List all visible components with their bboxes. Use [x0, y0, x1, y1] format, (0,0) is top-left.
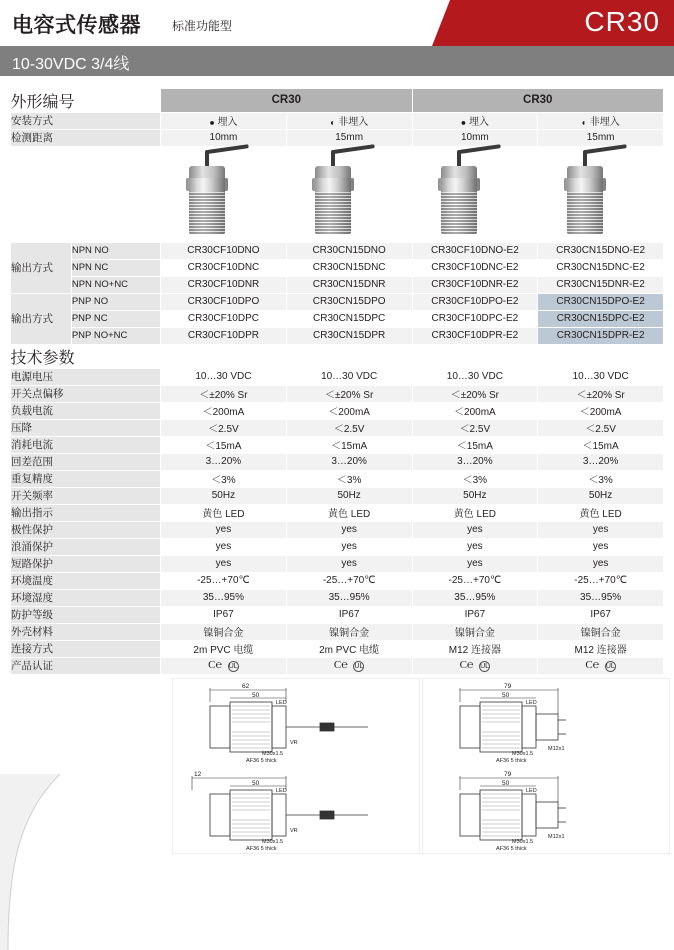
led-label-bottom-c: LED	[526, 787, 537, 794]
dim-connector-total: 79	[504, 682, 512, 690]
table-row	[11, 555, 664, 572]
table-row	[11, 538, 664, 555]
npn-value-0-2: CR30CF10DNO-E2	[412, 242, 538, 259]
spec-15-1: 镍铜合金	[286, 623, 412, 640]
spec-3-2: ＜2.5V	[412, 419, 538, 436]
spec-11-2: yes	[412, 555, 538, 572]
npn-value-2-2: CR30CF10DNR-E2	[412, 276, 538, 293]
spec-label-11: 短路保护	[11, 555, 161, 572]
voltage-band: 10-30VDC 3/4线	[0, 46, 674, 76]
spec-label-5: 回差范围	[11, 453, 161, 470]
table-row	[11, 657, 664, 674]
dim-connector-total-2: 79	[504, 770, 512, 778]
table-row	[11, 487, 664, 504]
pnp-value-1-1: CR30CN15DPC	[286, 310, 412, 327]
spec-label-12: 环境温度	[11, 572, 161, 589]
dim-front-offset: 12	[194, 770, 202, 778]
table-row	[11, 521, 664, 538]
spec-6-0: ＜3%	[161, 470, 287, 487]
spec-label-7: 开关频率	[11, 487, 161, 504]
spec-1-1: ＜±20% Sr	[286, 385, 412, 402]
distance-value-4: 15mm	[538, 129, 664, 146]
ce-mark-icon: C℮	[333, 659, 348, 671]
table-row	[11, 242, 664, 259]
spec-6-2: ＜3%	[412, 470, 538, 487]
sensor-photo-2	[286, 146, 412, 242]
table-row	[11, 572, 664, 589]
spec-6-1: ＜3%	[286, 470, 412, 487]
distance-value-2: 15mm	[286, 129, 412, 146]
ce-mark-icon: C℮	[208, 659, 223, 671]
spec-1-3: ＜±20% Sr	[538, 385, 664, 402]
table-row	[11, 453, 664, 470]
pnp-value-2-0: CR30CF10DPR	[161, 327, 287, 344]
led-label-top-c: LED	[526, 699, 537, 706]
cert-cell-1	[286, 657, 412, 674]
spec-4-0: ＜15mA	[161, 436, 287, 453]
spec-13-2: 35…95%	[412, 589, 538, 606]
spec-9-0: yes	[161, 521, 287, 538]
spec-label-6: 重复精度	[11, 470, 161, 487]
sensor-photo-4	[538, 146, 664, 242]
spec-3-3: ＜2.5V	[538, 419, 664, 436]
vr-label-top: VR	[290, 739, 298, 746]
row-label-mount: 安装方式	[11, 112, 161, 129]
npn-value-2-0: CR30CF10DNR	[161, 276, 287, 293]
ce-mark-icon: C℮	[459, 659, 474, 671]
spec-label-16: 连接方式	[11, 640, 161, 657]
spec-label-0: 电源电压	[11, 368, 161, 385]
ul-mark-icon: UL	[480, 663, 490, 670]
npn-value-1-2: CR30CF10DNC-E2	[412, 259, 538, 276]
spec-2-3: ＜200mA	[538, 402, 664, 419]
table-row	[11, 385, 664, 402]
cert-cell-0	[161, 657, 287, 674]
spec-3-0: ＜2.5V	[161, 419, 287, 436]
pnp-value-0-1: CR30CN15DPO	[286, 293, 412, 310]
mount-value-4: ◐ 非埋入	[538, 112, 664, 129]
page-title: 电容式传感器	[12, 14, 141, 37]
spec-14-2: IP67	[412, 606, 538, 623]
spec-2-2: ＜200mA	[412, 402, 538, 419]
dim-body-length-2: 50	[252, 779, 260, 787]
npn-value-1-0: CR30CF10DNC	[161, 259, 287, 276]
ul-mark-icon: UL	[354, 663, 364, 670]
wrench-label-bottom-c: AF36 5 thick	[496, 845, 527, 852]
pnp-value-2-2: CR30CF10DPR-E2	[412, 327, 538, 344]
table-row	[11, 310, 664, 327]
row-label-output-npn: 输出方式	[11, 242, 72, 293]
table-row	[11, 419, 664, 436]
spec-10-1: yes	[286, 538, 412, 555]
pnp-value-1-0: CR30CF10DPC	[161, 310, 287, 327]
table-row	[11, 129, 664, 146]
wrench-label-top: AF36 5 thick	[246, 757, 277, 764]
spec-4-3: ＜15mA	[538, 436, 664, 453]
spec-table	[10, 88, 664, 675]
npn-value-2-1: CR30CN15DNR	[286, 276, 412, 293]
thread-label-bottom-c: M30x1.5	[512, 838, 534, 845]
mount-value-2: ◐ 非埋入	[286, 112, 412, 129]
half-circle-icon: ◐	[581, 117, 587, 128]
thread-label-top-c: M30x1.5	[512, 750, 534, 757]
spec-13-1: 35…95%	[286, 589, 412, 606]
filled-circle-icon: ●	[209, 117, 215, 128]
spec-10-2: yes	[412, 538, 538, 555]
spec-1-0: ＜±20% Sr	[161, 385, 287, 402]
table-row	[11, 606, 664, 623]
spec-5-0: 3…20%	[161, 453, 287, 470]
spec-0-2: 10…30 VDC	[412, 368, 538, 385]
spec-label-13: 环境湿度	[11, 589, 161, 606]
photo-spacer	[11, 146, 161, 242]
spec-15-3: 镍铜合金	[538, 623, 664, 640]
spec-2-1: ＜200mA	[286, 402, 412, 419]
table-row	[11, 344, 664, 368]
spec-7-2: 50Hz	[412, 487, 538, 504]
table-row	[11, 259, 664, 276]
spec-11-1: yes	[286, 555, 412, 572]
spec-10-0: yes	[161, 538, 287, 555]
spec-label-1: 开关点偏移	[11, 385, 161, 402]
cert-cell-3	[538, 657, 664, 674]
spec-8-3: 黄色 LED	[538, 504, 664, 521]
npn-value-1-1: CR30CN15DNC	[286, 259, 412, 276]
sensor-photo-3	[412, 146, 538, 242]
npn-value-0-0: CR30CF10DNO	[161, 242, 287, 259]
led-label-top: LED	[276, 699, 287, 706]
spec-10-3: yes	[538, 538, 664, 555]
spec-16-1: 2m PVC 电缆	[286, 640, 412, 657]
table-row	[11, 436, 664, 453]
spec-16-2: M12 连接器	[412, 640, 538, 657]
pnp-value-1-3: CR30CN15DPC-E2	[538, 310, 664, 327]
spec-12-0: -25…+70℃	[161, 572, 287, 589]
pnp-value-0-0: CR30CF10DPO	[161, 293, 287, 310]
spec-5-3: 3…20%	[538, 453, 664, 470]
spec-9-2: yes	[412, 521, 538, 538]
spec-7-0: 50Hz	[161, 487, 287, 504]
page-subtitle: 标准功能型	[172, 19, 233, 33]
npn-type-0: NPN NO	[71, 242, 160, 259]
spec-label-17: 产品认证	[11, 657, 161, 674]
table-row	[11, 276, 664, 293]
pnp-value-2-1: CR30CN15DPR	[286, 327, 412, 344]
ul-mark-icon: UL	[605, 663, 615, 670]
spec-label-2: 负载电流	[11, 402, 161, 419]
npn-value-0-3: CR30CN15DNO-E2	[538, 242, 664, 259]
dim-total-length: 62	[242, 682, 250, 690]
dimension-drawings	[0, 678, 674, 854]
thread-label-bottom: M30x1.5	[262, 838, 284, 845]
spec-0-0: 10…30 VDC	[161, 368, 287, 385]
table-row	[11, 623, 664, 640]
spec-4-1: ＜15mA	[286, 436, 412, 453]
spec-9-3: yes	[538, 521, 664, 538]
spec-8-1: 黄色 LED	[286, 504, 412, 521]
dim-body-length: 50	[252, 691, 260, 699]
pnp-value-0-3: CR30CN15DPO-E2	[538, 293, 664, 310]
spec-15-0: 镍铜合金	[161, 623, 287, 640]
spec-11-0: yes	[161, 555, 287, 572]
sensor-photo-1	[161, 146, 287, 242]
spec-7-1: 50Hz	[286, 487, 412, 504]
mount-value-1: ● 埋入	[161, 112, 287, 129]
npn-value-0-1: CR30CN15DNO	[286, 242, 412, 259]
spec-13-3: 35…95%	[538, 589, 664, 606]
distance-value-3: 10mm	[412, 129, 538, 146]
spec-14-3: IP67	[538, 606, 664, 623]
spec-content	[0, 76, 674, 675]
spec-8-2: 黄色 LED	[412, 504, 538, 521]
pnp-type-0: PNP NO	[71, 293, 160, 310]
dim-connector-body: 50	[502, 691, 510, 699]
spec-label-3: 压降	[11, 419, 161, 436]
spec-13-0: 35…95%	[161, 589, 287, 606]
spec-label-9: 极性保护	[11, 521, 161, 538]
spec-12-1: -25…+70℃	[286, 572, 412, 589]
model-name: CR30	[584, 6, 660, 37]
dim-connector-body-2: 50	[502, 779, 510, 787]
npn-value-2-3: CR30CN15DNR-E2	[538, 276, 664, 293]
group-header-1: CR30	[161, 89, 412, 113]
group-header-2: CR30	[412, 89, 664, 113]
pnp-type-1: PNP NC	[71, 310, 160, 327]
page-header	[0, 0, 674, 46]
spec-16-3: M12 连接器	[538, 640, 664, 657]
row-label-shape: 外形编号	[10, 93, 75, 111]
thread-label-top: M30x1.5	[262, 750, 284, 757]
table-row	[11, 112, 664, 129]
spec-5-1: 3…20%	[286, 453, 412, 470]
spec-label-10: 浪涌保护	[11, 538, 161, 555]
spec-1-2: ＜±20% Sr	[412, 385, 538, 402]
mount-value-3: ● 埋入	[412, 112, 538, 129]
drawing-cable-version	[172, 678, 420, 854]
spec-9-1: yes	[286, 521, 412, 538]
table-row	[11, 589, 664, 606]
distance-value-1: 10mm	[161, 129, 287, 146]
wrench-label-bottom: AF36 5 thick	[246, 845, 277, 852]
spec-0-3: 10…30 VDC	[538, 368, 664, 385]
spec-label-14: 防护等级	[11, 606, 161, 623]
table-row	[11, 89, 664, 113]
spec-8-0: 黄色 LED	[161, 504, 287, 521]
table-row	[11, 368, 664, 385]
spec-12-3: -25…+70℃	[538, 572, 664, 589]
m12-label-top: M12x1	[548, 745, 565, 752]
table-row	[11, 504, 664, 521]
npn-type-1: NPN NC	[71, 259, 160, 276]
table-row-photos	[11, 146, 664, 242]
spec-2-0: ＜200mA	[161, 402, 287, 419]
spec-3-1: ＜2.5V	[286, 419, 412, 436]
table-row	[11, 640, 664, 657]
vr-label-bottom: VR	[290, 827, 298, 834]
spec-14-0: IP67	[161, 606, 287, 623]
table-row	[11, 327, 664, 344]
spec-label-8: 输出指示	[11, 504, 161, 521]
section-header-specs: 技术参数	[10, 349, 75, 367]
spec-5-2: 3…20%	[412, 453, 538, 470]
table-row	[11, 402, 664, 419]
npn-type-2: NPN NO+NC	[71, 276, 160, 293]
spec-11-3: yes	[538, 555, 664, 572]
pnp-value-0-2: CR30CF10DPO-E2	[412, 293, 538, 310]
ul-mark-icon: UL	[228, 663, 238, 670]
spec-label-15: 外壳材料	[11, 623, 161, 640]
spec-15-2: 镍铜合金	[412, 623, 538, 640]
pnp-value-2-3: CR30CN15DPR-E2	[538, 327, 664, 344]
pnp-type-2: PNP NO+NC	[71, 327, 160, 344]
wrench-label-top-c: AF36 5 thick	[496, 757, 527, 764]
cert-cell-2	[412, 657, 538, 674]
row-label-output-pnp: 输出方式	[11, 293, 72, 344]
drawing-connector-version	[422, 678, 670, 854]
npn-value-1-3: CR30CN15DNC-E2	[538, 259, 664, 276]
spec-14-1: IP67	[286, 606, 412, 623]
filled-circle-icon: ●	[460, 117, 467, 128]
spec-label-4: 消耗电流	[11, 436, 161, 453]
table-row	[11, 470, 664, 487]
table-row	[11, 293, 664, 310]
spec-12-2: -25…+70℃	[412, 572, 538, 589]
led-label-bottom: LED	[276, 787, 287, 794]
spec-6-3: ＜3%	[538, 470, 664, 487]
half-circle-icon: ◐	[330, 117, 336, 128]
m12-label-bottom: M12x1	[548, 833, 565, 840]
spec-7-3: 50Hz	[538, 487, 664, 504]
spec-0-1: 10…30 VDC	[286, 368, 412, 385]
spec-16-0: 2m PVC 电缆	[161, 640, 287, 657]
ce-mark-icon: C℮	[585, 659, 600, 671]
pnp-value-1-2: CR30CF10DPC-E2	[412, 310, 538, 327]
row-label-distance: 检测距离	[11, 129, 161, 146]
spec-4-2: ＜15mA	[412, 436, 538, 453]
